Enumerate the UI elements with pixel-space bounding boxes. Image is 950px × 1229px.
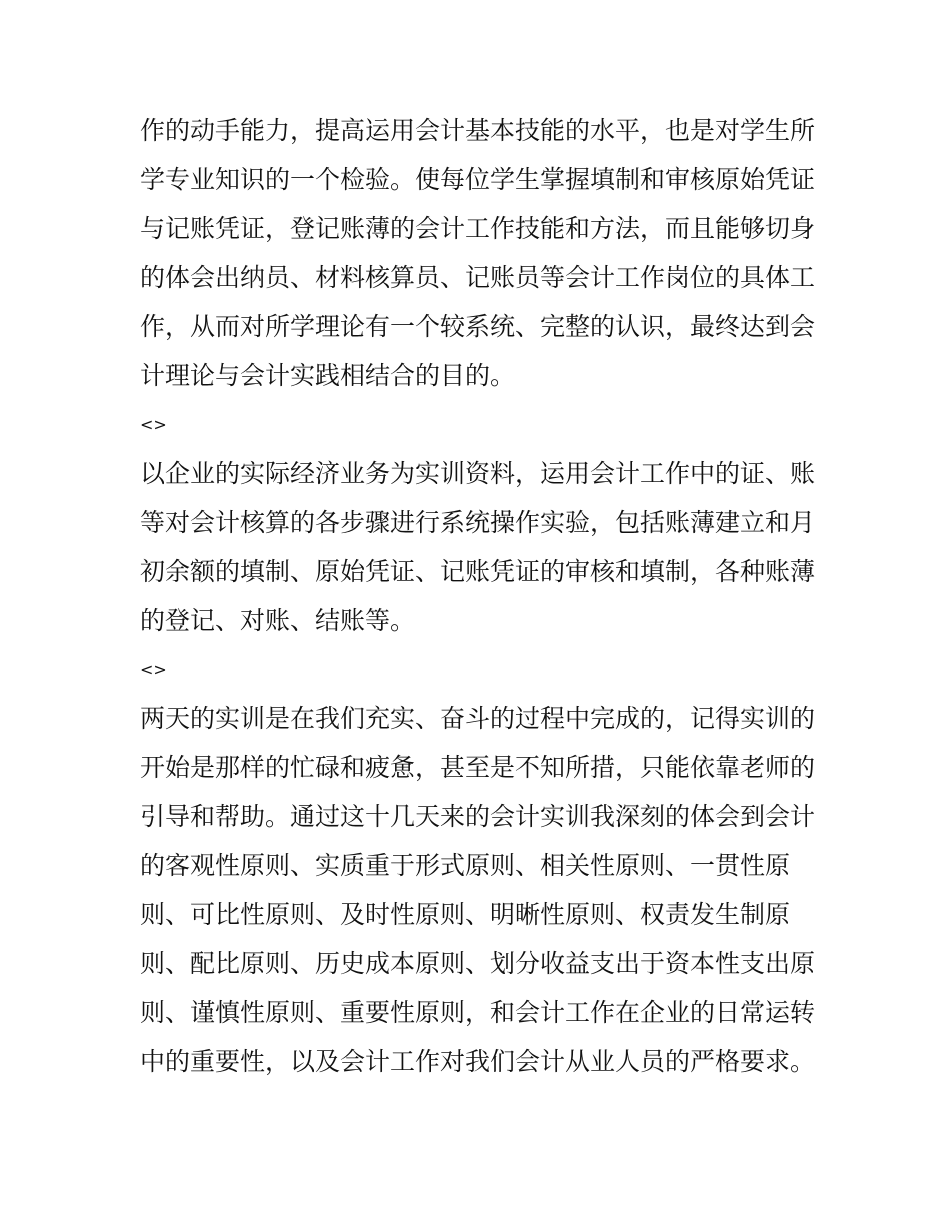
- text-line: 初余额的填制、原始凭证、记账凭证的审核和填制，各种账薄: [140, 557, 816, 586]
- text-line: 的登记、对账、结账等。: [140, 606, 416, 635]
- text-line: 以企业的实际经济业务为实训资料，运用会计工作中的证、账: [140, 459, 816, 488]
- text-line: 开始是那样的忙碌和疲惫，甚至是不知所措，只能依靠老师的: [140, 753, 816, 782]
- text-line: 作，从而对所学理论有一个较系统、完整的认识，最终达到会: [140, 312, 816, 341]
- document-body: [140, 106, 820, 1086]
- text-line: 作的动手能力，提高运用会计基本技能的水平，也是对学生所: [140, 116, 816, 145]
- text-line: 则、谨慎性原则、重要性原则，和会计工作在企业的日常运转: [140, 998, 816, 1027]
- text-line: 两天的实训是在我们充实、奋斗的过程中完成的，记得实训的: [140, 704, 816, 733]
- paragraph-training-reflection: [140, 694, 820, 1086]
- paragraph-training-purpose: [140, 106, 820, 400]
- section-marker: <>: [140, 415, 167, 434]
- text-line: 等对会计核算的各步骤进行系统操作实验，包括账薄建立和月: [140, 508, 816, 537]
- text-line: 计理论与会计实践相结合的目的。: [140, 361, 516, 390]
- paragraph-training-content: [140, 449, 820, 645]
- text-line: 与记账凭证，登记账薄的会计工作技能和方法，而且能够切身: [140, 214, 816, 243]
- text-line: 则、可比性原则、及时性原则、明晰性原则、权责发生制原: [140, 900, 791, 929]
- text-line: 引导和帮助。通过这十几天来的会计实训我深刻的体会到会计: [140, 802, 816, 831]
- text-line: 的体会出纳员、材料核算员、记账员等会计工作岗位的具体工: [140, 263, 816, 292]
- text-line: 则、配比原则、历史成本原则、划分收益支出于资本性支出原: [140, 949, 816, 978]
- text-line: 的客观性原则、实质重于形式原则、相关性原则、一贯性原: [140, 851, 791, 880]
- text-line: 学专业知识的一个检验。使每位学生掌握填制和审核原始凭证: [140, 165, 816, 194]
- section-marker: <>: [140, 660, 167, 679]
- text-line: 中的重要性，以及会计工作对我们会计从业人员的严格要求。: [140, 1047, 816, 1076]
